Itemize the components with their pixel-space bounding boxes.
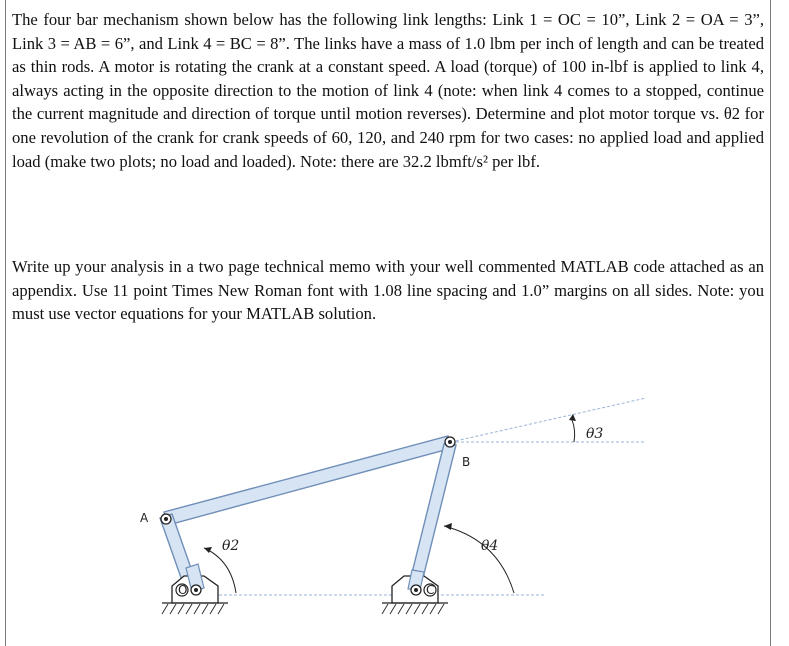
- page-frame: [5, 0, 771, 646]
- four-bar-mechanism-diagram: [106, 390, 646, 640]
- ground-hatch-C: [382, 604, 444, 614]
- label-A: A: [140, 511, 149, 525]
- ground-hatch-O: [162, 604, 224, 614]
- memo-instructions: [12, 255, 764, 326]
- link-4-rocker: [408, 444, 456, 590]
- theta3-arc: [572, 420, 575, 442]
- paragraph-instructions: Write up your analysis in a two page technical memo with your well commented MATLAB code attached as an appendix. Use 11 point Times New Roman font with 1.08 line spacing and 1.0” margins on all sides. Note: you must use vector equations for your MATLAB solution.: [12, 257, 764, 324]
- link-3-coupler: [164, 436, 452, 525]
- label-theta4: θ4: [481, 538, 499, 554]
- label-O: O: [178, 583, 188, 597]
- label-theta3: θ3: [586, 426, 604, 442]
- link3-extension-line: [451, 398, 646, 442]
- label-theta2: θ2: [222, 538, 240, 554]
- theta4-arc: [444, 526, 514, 593]
- label-B: B: [462, 455, 471, 469]
- label-C: C: [426, 583, 435, 597]
- paragraph-problem: The four bar mechanism shown below has the following link lengths: Link 1 = OC = 10”, Link 2 = OA = 3”, Link 3 = AB = 6”, and Link 4 = BC = 8”. The links have a mass of 1.0 lbm per inch of length and can be treated as thin rods. A motor is rotating the crank at a constant speed. A load (torque) of 100 in-lbf is applied to link 4, always acting in the opposite direction to the motion of link 4 (note: when link 4 comes to a stopped, continue the current magnitude and direction of torque until motion reverses). Determine and plot motor torque vs. θ2 for one revolution of the crank for crank speeds of 60, 120, and 240 rpm for two cases: no applied load and applied load (make two plots; no load and loaded). Note: there are 32.2 lbmft/s² per lbf.: [12, 10, 764, 171]
- problem-statement: [12, 8, 764, 173]
